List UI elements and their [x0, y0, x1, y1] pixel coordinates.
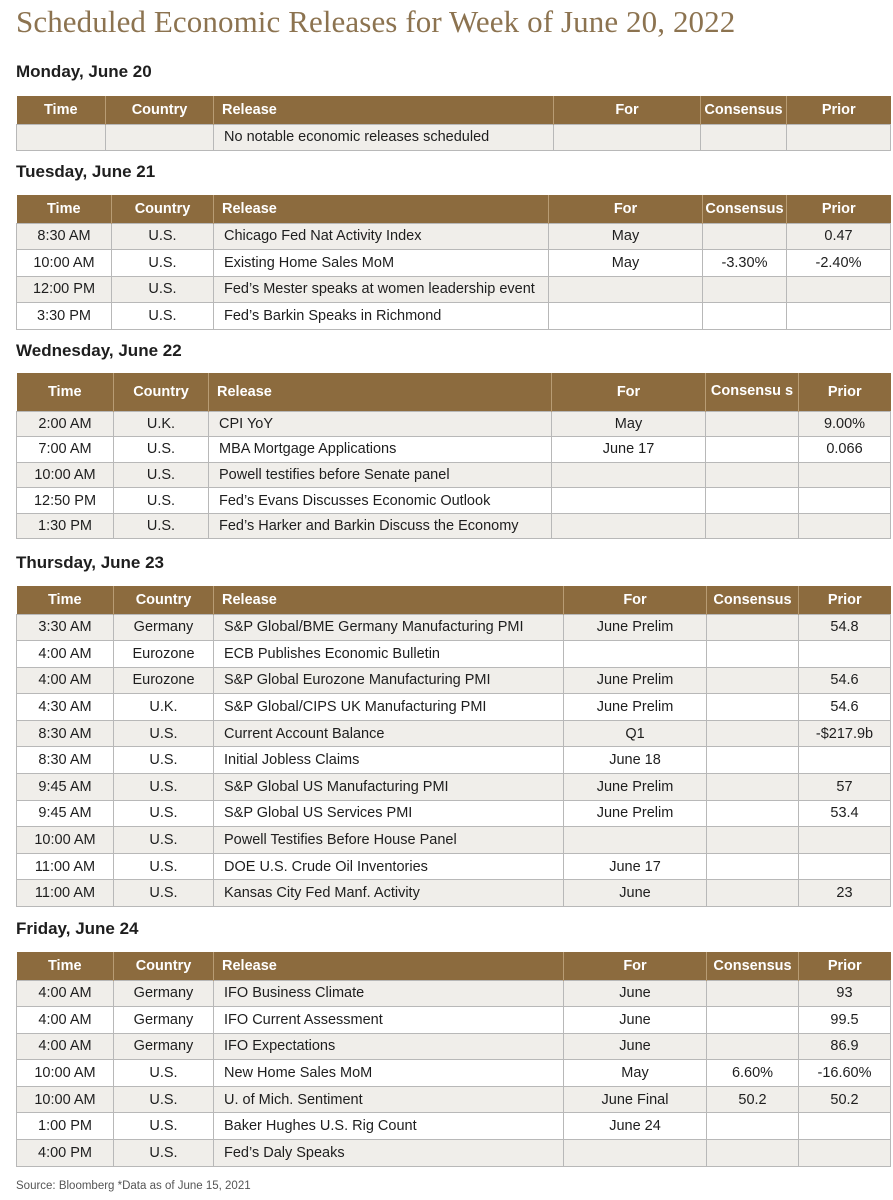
column-header-time: Time: [17, 952, 114, 980]
release-cell: IFO Business Climate: [214, 980, 564, 1007]
column-header-for: For: [554, 96, 701, 124]
consensus-cell: [707, 1113, 799, 1140]
country-cell: U.S.: [114, 1086, 214, 1113]
for-cell: [564, 827, 707, 854]
country-cell: U.S.: [114, 827, 214, 854]
for-cell: June: [564, 980, 707, 1007]
consensus-cell: [707, 853, 799, 880]
consensus-cell: [707, 827, 799, 854]
for-cell: [552, 513, 706, 539]
day-heading: Monday, June 20: [16, 62, 152, 81]
prior-cell: 50.2: [799, 1086, 891, 1113]
time-cell: 12:50 PM: [17, 488, 114, 514]
column-header-release: Release: [214, 195, 549, 223]
country-cell: Germany: [114, 1033, 214, 1060]
consensus-cell: [706, 411, 799, 437]
consensus-cell: [707, 747, 799, 774]
table-row: [17, 774, 891, 801]
for-cell: June 17: [552, 437, 706, 463]
release-cell: ECB Publishes Economic Bulletin: [214, 641, 564, 668]
for-cell: June Prelim: [564, 800, 707, 827]
column-header-time: Time: [17, 586, 114, 614]
table-header-row: [17, 952, 891, 980]
table-row: [17, 694, 891, 721]
time-cell: 8:30 AM: [17, 720, 114, 747]
time-cell: 2:00 AM: [17, 411, 114, 437]
column-header-time: Time: [17, 195, 112, 223]
prior-cell: 54.8: [799, 614, 891, 641]
prior-cell: [787, 124, 891, 150]
table-row: [17, 1086, 891, 1113]
release-cell: S&P Global/BME Germany Manufacturing PMI: [214, 614, 564, 641]
for-cell: [552, 488, 706, 514]
time-cell: 7:00 AM: [17, 437, 114, 463]
consensus-cell: [707, 667, 799, 694]
time-cell: 4:00 PM: [17, 1140, 114, 1167]
country-cell: U.S.: [114, 747, 214, 774]
consensus-cell: [707, 694, 799, 721]
time-cell: 8:30 AM: [17, 223, 112, 250]
releases-table: [16, 952, 891, 1167]
time-cell: 1:30 PM: [17, 513, 114, 539]
consensus-cell: -3.30%: [703, 250, 787, 277]
column-header-prior: Prior: [799, 373, 891, 411]
table-row: [17, 513, 891, 539]
table-header-row: [17, 96, 891, 124]
time-cell: 4:00 AM: [17, 980, 114, 1007]
country-cell: Germany: [114, 1007, 214, 1034]
time-cell: 4:00 AM: [17, 1033, 114, 1060]
table-row: [17, 980, 891, 1007]
prior-cell: [799, 853, 891, 880]
column-header-release: Release: [209, 373, 552, 411]
time-cell: 9:45 AM: [17, 800, 114, 827]
consensus-cell: [706, 462, 799, 488]
column-header-time: Time: [17, 96, 106, 124]
release-cell: Fed’s Barkin Speaks in Richmond: [214, 303, 549, 330]
country-cell: U.S.: [114, 1113, 214, 1140]
column-header-country: Country: [114, 373, 209, 411]
prior-cell: 57: [799, 774, 891, 801]
prior-cell: 54.6: [799, 667, 891, 694]
day-heading: Thursday, June 23: [16, 553, 165, 572]
country-cell: U.S.: [114, 800, 214, 827]
release-cell: IFO Current Assessment: [214, 1007, 564, 1034]
table-row: [17, 276, 891, 303]
for-cell: [552, 462, 706, 488]
release-cell: Fed’s Evans Discusses Economic Outlook: [209, 488, 552, 514]
consensus-cell: [701, 124, 787, 150]
consensus-cell: [703, 223, 787, 250]
time-cell: 10:00 AM: [17, 1060, 114, 1087]
consensus-cell: [707, 880, 799, 907]
for-cell: [564, 641, 707, 668]
country-cell: U.S.: [114, 488, 209, 514]
release-cell: Powell testifies before Senate panel: [209, 462, 552, 488]
prior-cell: 23: [799, 880, 891, 907]
column-header-for: For: [564, 586, 707, 614]
country-cell: U.S.: [114, 880, 214, 907]
prior-cell: 99.5: [799, 1007, 891, 1034]
day-heading: Wednesday, June 22: [16, 341, 182, 360]
prior-cell: 0.066: [799, 437, 891, 463]
table-row: [17, 720, 891, 747]
table-row: [17, 1113, 891, 1140]
release-cell: U. of Mich. Sentiment: [214, 1086, 564, 1113]
release-cell: No notable economic releases scheduled: [214, 124, 554, 150]
release-cell: Existing Home Sales MoM: [214, 250, 549, 277]
consensus-cell: [707, 1140, 799, 1167]
time-cell: 10:00 AM: [17, 827, 114, 854]
table-row: [17, 641, 891, 668]
prior-cell: [787, 303, 891, 330]
prior-cell: [799, 1113, 891, 1140]
country-cell: Germany: [114, 980, 214, 1007]
release-cell: S&P Global/CIPS UK Manufacturing PMI: [214, 694, 564, 721]
release-cell: MBA Mortgage Applications: [209, 437, 552, 463]
prior-cell: [799, 747, 891, 774]
country-cell: U.S.: [114, 513, 209, 539]
consensus-cell: [706, 437, 799, 463]
column-header-consensus: Consensu s: [706, 373, 799, 411]
country-cell: U.S.: [112, 250, 214, 277]
release-cell: Powell Testifies Before House Panel: [214, 827, 564, 854]
time-cell: 11:00 AM: [17, 880, 114, 907]
for-cell: [554, 124, 701, 150]
table-row: [17, 437, 891, 463]
column-header-for: For: [552, 373, 706, 411]
for-cell: May: [552, 411, 706, 437]
for-cell: June Prelim: [564, 694, 707, 721]
country-cell: U.K.: [114, 411, 209, 437]
for-cell: June Prelim: [564, 667, 707, 694]
time-cell: 3:30 PM: [17, 303, 112, 330]
country-cell: U.S.: [112, 223, 214, 250]
country-cell: U.K.: [114, 694, 214, 721]
time-cell: 10:00 AM: [17, 250, 112, 277]
release-cell: S&P Global US Manufacturing PMI: [214, 774, 564, 801]
day-heading: Tuesday, June 21: [16, 162, 156, 181]
consensus-cell: [707, 774, 799, 801]
for-cell: May: [549, 223, 703, 250]
consensus-cell: [707, 800, 799, 827]
country-cell: U.S.: [114, 774, 214, 801]
consensus-cell: [707, 720, 799, 747]
column-header-time: Time: [17, 373, 114, 411]
table-row: [17, 1140, 891, 1167]
table-row: [17, 827, 891, 854]
for-cell: [549, 276, 703, 303]
for-cell: June: [564, 880, 707, 907]
table-row: [17, 1033, 891, 1060]
prior-cell: [787, 276, 891, 303]
release-cell: CPI YoY: [209, 411, 552, 437]
day-heading: Friday, June 24: [16, 919, 139, 938]
for-cell: June: [564, 1007, 707, 1034]
release-cell: S&P Global Eurozone Manufacturing PMI: [214, 667, 564, 694]
column-header-release: Release: [214, 96, 554, 124]
prior-cell: 0.47: [787, 223, 891, 250]
consensus-cell: [706, 488, 799, 514]
releases-table: [16, 195, 891, 330]
country-cell: Germany: [114, 614, 214, 641]
table-row: [17, 1007, 891, 1034]
column-header-country: Country: [106, 96, 214, 124]
country-cell: [106, 124, 214, 150]
table-row: [17, 667, 891, 694]
country-cell: U.S.: [114, 1060, 214, 1087]
for-cell: [549, 303, 703, 330]
prior-cell: -$217.9b: [799, 720, 891, 747]
column-header-release: Release: [214, 952, 564, 980]
consensus-cell: [703, 276, 787, 303]
release-cell: New Home Sales MoM: [214, 1060, 564, 1087]
releases-table: [16, 96, 891, 151]
prior-cell: [799, 827, 891, 854]
time-cell: [17, 124, 106, 150]
for-cell: May: [549, 250, 703, 277]
table-row: [17, 223, 891, 250]
column-header-consensus: Consensus: [707, 586, 799, 614]
column-header-prior: Prior: [799, 952, 891, 980]
table-row: [17, 303, 891, 330]
table-header-row: [17, 373, 891, 411]
column-header-release: Release: [214, 586, 564, 614]
time-cell: 10:00 AM: [17, 462, 114, 488]
time-cell: 4:00 AM: [17, 1007, 114, 1034]
table-row: [17, 124, 891, 150]
release-cell: IFO Expectations: [214, 1033, 564, 1060]
release-cell: Fed’s Daly Speaks: [214, 1140, 564, 1167]
for-cell: Q1: [564, 720, 707, 747]
table-header-row: [17, 195, 891, 223]
time-cell: 4:00 AM: [17, 641, 114, 668]
column-header-for: For: [549, 195, 703, 223]
table-row: [17, 800, 891, 827]
time-cell: 10:00 AM: [17, 1086, 114, 1113]
table-header-row: [17, 586, 891, 614]
time-cell: 12:00 PM: [17, 276, 112, 303]
prior-cell: 93: [799, 980, 891, 1007]
release-cell: Kansas City Fed Manf. Activity: [214, 880, 564, 907]
release-cell: Initial Jobless Claims: [214, 747, 564, 774]
table-row: [17, 250, 891, 277]
prior-cell: 9.00%: [799, 411, 891, 437]
prior-cell: [799, 641, 891, 668]
prior-cell: 54.6: [799, 694, 891, 721]
release-cell: Current Account Balance: [214, 720, 564, 747]
releases-table: [16, 586, 891, 907]
table-row: [17, 747, 891, 774]
table-row: [17, 411, 891, 437]
table-row: [17, 1060, 891, 1087]
consensus-cell: [707, 1007, 799, 1034]
column-header-country: Country: [114, 952, 214, 980]
column-header-prior: Prior: [799, 586, 891, 614]
country-cell: Eurozone: [114, 641, 214, 668]
release-cell: DOE U.S. Crude Oil Inventories: [214, 853, 564, 880]
prior-cell: 53.4: [799, 800, 891, 827]
prior-cell: -2.40%: [787, 250, 891, 277]
country-cell: U.S.: [114, 720, 214, 747]
time-cell: 11:00 AM: [17, 853, 114, 880]
country-cell: U.S.: [112, 303, 214, 330]
consensus-cell: [707, 1033, 799, 1060]
column-header-consensus: Consensus: [703, 195, 787, 223]
time-cell: 3:30 AM: [17, 614, 114, 641]
time-cell: 4:30 AM: [17, 694, 114, 721]
prior-cell: [799, 462, 891, 488]
time-cell: 4:00 AM: [17, 667, 114, 694]
for-cell: June 18: [564, 747, 707, 774]
for-cell: June Final: [564, 1086, 707, 1113]
page-title: Scheduled Economic Releases for Week of June 20, 2022: [16, 4, 736, 39]
for-cell: May: [564, 1060, 707, 1087]
country-cell: U.S.: [114, 853, 214, 880]
consensus-cell: [706, 513, 799, 539]
consensus-cell: [707, 980, 799, 1007]
column-header-for: For: [564, 952, 707, 980]
consensus-cell: 50.2: [707, 1086, 799, 1113]
time-cell: 9:45 AM: [17, 774, 114, 801]
for-cell: June Prelim: [564, 614, 707, 641]
for-cell: June Prelim: [564, 774, 707, 801]
release-cell: Baker Hughes U.S. Rig Count: [214, 1113, 564, 1140]
country-cell: U.S.: [114, 462, 209, 488]
prior-cell: 86.9: [799, 1033, 891, 1060]
time-cell: 8:30 AM: [17, 747, 114, 774]
column-header-prior: Prior: [787, 195, 891, 223]
country-cell: Eurozone: [114, 667, 214, 694]
for-cell: [564, 1140, 707, 1167]
source-note: Source: Bloomberg *Data as of June 15, 2021: [16, 1180, 251, 1192]
for-cell: June: [564, 1033, 707, 1060]
column-header-country: Country: [114, 586, 214, 614]
country-cell: U.S.: [112, 276, 214, 303]
for-cell: June 24: [564, 1113, 707, 1140]
column-header-prior: Prior: [787, 96, 891, 124]
prior-cell: [799, 1140, 891, 1167]
table-row: [17, 462, 891, 488]
release-cell: Chicago Fed Nat Activity Index: [214, 223, 549, 250]
table-row: [17, 853, 891, 880]
prior-cell: [799, 513, 891, 539]
release-cell: Fed’s Harker and Barkin Discuss the Economy: [209, 513, 552, 539]
release-cell: Fed’s Mester speaks at women leadership event: [214, 276, 549, 303]
consensus-cell: [703, 303, 787, 330]
table-row: [17, 614, 891, 641]
for-cell: June 17: [564, 853, 707, 880]
table-row: [17, 488, 891, 514]
column-header-country: Country: [112, 195, 214, 223]
column-header-consensus: Consensus: [701, 96, 787, 124]
prior-cell: [799, 488, 891, 514]
prior-cell: -16.60%: [799, 1060, 891, 1087]
releases-table: [16, 373, 891, 539]
time-cell: 1:00 PM: [17, 1113, 114, 1140]
release-cell: S&P Global US Services PMI: [214, 800, 564, 827]
consensus-cell: [707, 641, 799, 668]
consensus-cell: 6.60%: [707, 1060, 799, 1087]
country-cell: U.S.: [114, 437, 209, 463]
country-cell: U.S.: [114, 1140, 214, 1167]
column-header-consensus: Consensus: [707, 952, 799, 980]
consensus-cell: [707, 614, 799, 641]
table-row: [17, 880, 891, 907]
